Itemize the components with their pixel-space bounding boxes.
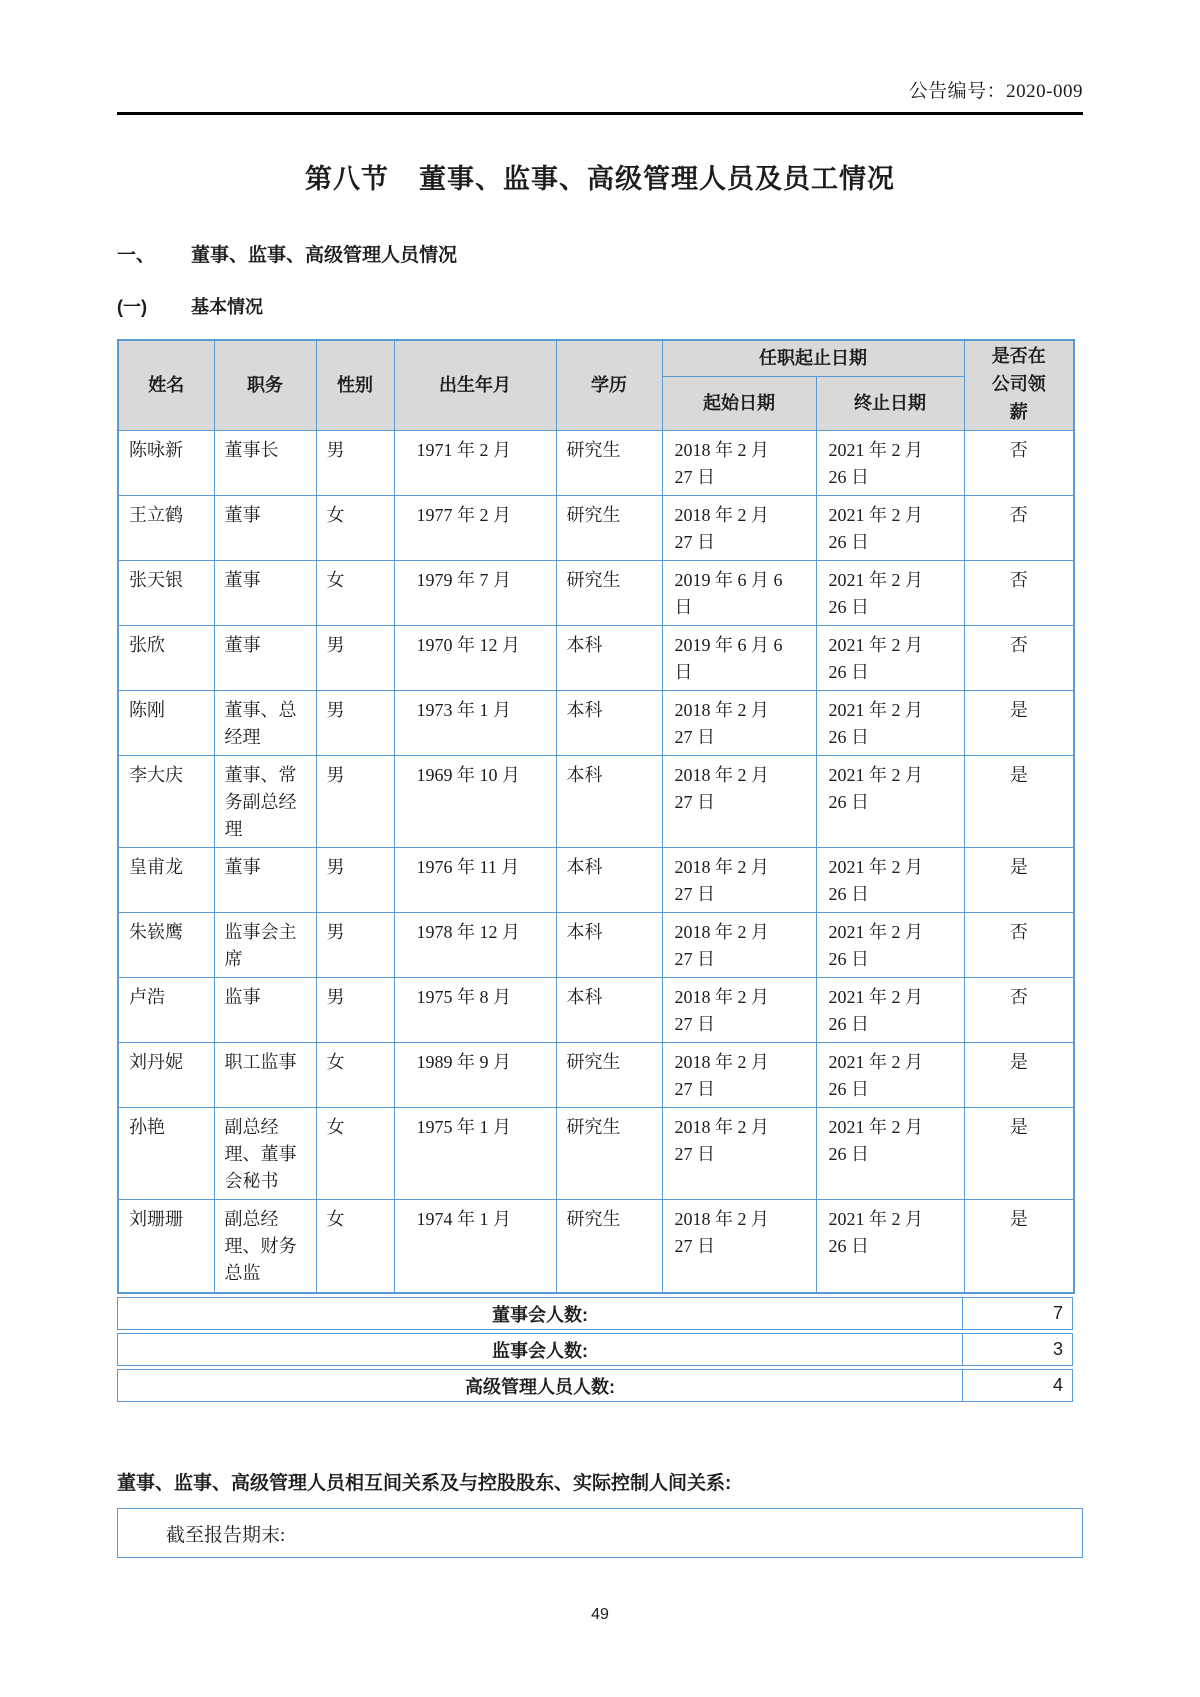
- section-heading: [117, 240, 1083, 267]
- cell-birth: 1974 年 1 月: [394, 1199, 556, 1293]
- cell-paid: 否: [964, 495, 1074, 560]
- section-label: 董事、监事、高级管理人员情况: [191, 245, 458, 266]
- cell-gender: 男: [316, 690, 394, 755]
- col-header-birth: 出生年月: [394, 340, 556, 430]
- summary-value: 4: [962, 1370, 1072, 1401]
- cell-birth: 1977 年 2 月: [394, 495, 556, 560]
- cell-name: 皇甫龙: [118, 847, 214, 912]
- cell-end: 2021 年 2 月 26 日: [816, 912, 964, 977]
- cell-position: 监事会主席: [214, 912, 316, 977]
- cell-education: 研究生: [556, 495, 662, 560]
- cell-paid: 否: [964, 625, 1074, 690]
- cell-start: 2018 年 2 月 27 日: [662, 755, 816, 847]
- cell-start: 2018 年 2 月 27 日: [662, 977, 816, 1042]
- col-header-name: 姓名: [118, 340, 214, 430]
- cell-gender: 男: [316, 977, 394, 1042]
- cell-education: 本科: [556, 625, 662, 690]
- table-row: [118, 977, 1074, 1042]
- cell-gender: 男: [316, 625, 394, 690]
- cell-start: 2018 年 2 月 27 日: [662, 690, 816, 755]
- cell-start: 2018 年 2 月 27 日: [662, 1042, 816, 1107]
- cell-birth: 1979 年 7 月: [394, 560, 556, 625]
- table-row: [118, 1107, 1074, 1199]
- cell-birth: 1976 年 11 月: [394, 847, 556, 912]
- cell-position: 董事: [214, 495, 316, 560]
- cell-education: 研究生: [556, 560, 662, 625]
- cell-end: 2021 年 2 月 26 日: [816, 430, 964, 495]
- cell-end: 2021 年 2 月 26 日: [816, 1199, 964, 1293]
- cell-birth: 1970 年 12 月: [394, 625, 556, 690]
- cell-position: 副总经理、财务总监: [214, 1199, 316, 1293]
- cell-education: 本科: [556, 755, 662, 847]
- cell-name: 刘珊珊: [118, 1199, 214, 1293]
- cell-position: 董事: [214, 625, 316, 690]
- cell-end: 2021 年 2 月 26 日: [816, 560, 964, 625]
- cell-position: 董事、常务副总经理: [214, 755, 316, 847]
- cell-gender: 男: [316, 847, 394, 912]
- summary-row-directors: [117, 1297, 1073, 1330]
- cell-position: 监事: [214, 977, 316, 1042]
- summary-label: 高级管理人员人数:: [465, 1376, 615, 1397]
- cell-gender: 女: [316, 1199, 394, 1293]
- cell-position: 董事: [214, 847, 316, 912]
- cell-position: 董事、总经理: [214, 690, 316, 755]
- cell-name: 孙艳: [118, 1107, 214, 1199]
- cell-gender: 男: [316, 430, 394, 495]
- col-header-position: 职务: [214, 340, 316, 430]
- summary-value: 3: [962, 1334, 1072, 1365]
- chapter-title: 董事、监事、高级管理人员及员工情况: [419, 164, 895, 194]
- cell-education: 研究生: [556, 1199, 662, 1293]
- cell-birth: 1978 年 12 月: [394, 912, 556, 977]
- cell-gender: 女: [316, 1042, 394, 1107]
- cell-education: 本科: [556, 912, 662, 977]
- cell-end: 2021 年 2 月 26 日: [816, 977, 964, 1042]
- cell-start: 2019 年 6 月 6 日: [662, 560, 816, 625]
- cell-position: 副总经理、董事会秘书: [214, 1107, 316, 1199]
- cell-paid: 否: [964, 912, 1074, 977]
- cell-paid: 是: [964, 847, 1074, 912]
- cell-birth: 1975 年 1 月: [394, 1107, 556, 1199]
- page-title: [117, 157, 1083, 196]
- report-period-box: [117, 1508, 1083, 1558]
- subsection-label: 基本情况: [191, 297, 263, 317]
- management-table: [117, 339, 1075, 1294]
- cell-education: 本科: [556, 847, 662, 912]
- cell-position: 董事: [214, 560, 316, 625]
- cell-name: 李大庆: [118, 755, 214, 847]
- col-header-paid: [964, 340, 1074, 430]
- col-header-education: 学历: [556, 340, 662, 430]
- summary-row-supervisors: [117, 1333, 1073, 1366]
- table-row: [118, 912, 1074, 977]
- page-number: 49: [591, 1606, 609, 1623]
- section-number: 一、: [117, 245, 156, 266]
- summary-label: 监事会人数:: [492, 1340, 588, 1361]
- cell-gender: 女: [316, 495, 394, 560]
- table-row: [118, 1199, 1074, 1293]
- cell-paid: 否: [964, 560, 1074, 625]
- cell-start: 2018 年 2 月 27 日: [662, 1199, 816, 1293]
- cell-birth: 1969 年 10 月: [394, 755, 556, 847]
- cell-end: 2021 年 2 月 26 日: [816, 755, 964, 847]
- cell-name: 王立鹤: [118, 495, 214, 560]
- cell-end: 2021 年 2 月 26 日: [816, 495, 964, 560]
- cell-gender: 女: [316, 560, 394, 625]
- summary-label: 董事会人数:: [492, 1304, 588, 1325]
- cell-paid: 否: [964, 977, 1074, 1042]
- col-header-paid-text: 是否在公司领薪: [991, 346, 1046, 423]
- table-row: [118, 847, 1074, 912]
- cell-end: 2021 年 2 月 26 日: [816, 847, 964, 912]
- table-header-row-1: [118, 340, 1074, 376]
- col-header-start: 起始日期: [662, 376, 816, 430]
- cell-name: 张欣: [118, 625, 214, 690]
- table-row: [118, 495, 1074, 560]
- relationship-heading: 董事、监事、高级管理人员相互间关系及与控股股东、实际控制人间关系:: [117, 1473, 732, 1494]
- cell-end: 2021 年 2 月 26 日: [816, 625, 964, 690]
- cell-start: 2018 年 2 月 27 日: [662, 430, 816, 495]
- cell-position: 董事长: [214, 430, 316, 495]
- cell-birth: 1971 年 2 月: [394, 430, 556, 495]
- cell-education: 本科: [556, 977, 662, 1042]
- cell-name: 刘丹妮: [118, 1042, 214, 1107]
- cell-start: 2018 年 2 月 27 日: [662, 847, 816, 912]
- cell-position: 职工监事: [214, 1042, 316, 1107]
- cell-name: 陈刚: [118, 690, 214, 755]
- cell-birth: 1989 年 9 月: [394, 1042, 556, 1107]
- cell-end: 2021 年 2 月 26 日: [816, 1107, 964, 1199]
- cell-start: 2018 年 2 月 27 日: [662, 495, 816, 560]
- col-header-end: 终止日期: [816, 376, 964, 430]
- subsection-number: (一): [117, 297, 147, 317]
- cell-gender: 女: [316, 1107, 394, 1199]
- table-row: [118, 625, 1074, 690]
- cell-education: 研究生: [556, 1107, 662, 1199]
- col-header-term: 任职起止日期: [662, 340, 964, 376]
- col-header-gender: 性别: [316, 340, 394, 430]
- cell-start: 2018 年 2 月 27 日: [662, 912, 816, 977]
- header-rule: [117, 112, 1083, 115]
- cell-paid: 是: [964, 1107, 1074, 1199]
- cell-paid: 是: [964, 1042, 1074, 1107]
- table-row: [118, 755, 1074, 847]
- report-period-text: 截至报告期末:: [166, 1524, 286, 1546]
- cell-end: 2021 年 2 月 26 日: [816, 690, 964, 755]
- cell-start: 2019 年 6 月 6 日: [662, 625, 816, 690]
- cell-start: 2018 年 2 月 27 日: [662, 1107, 816, 1199]
- subsection-heading: [117, 293, 1083, 319]
- cell-name: 陈咏新: [118, 430, 214, 495]
- cell-name: 卢浩: [118, 977, 214, 1042]
- cell-name: 朱嵚鹰: [118, 912, 214, 977]
- table-row: [118, 430, 1074, 495]
- cell-paid: 是: [964, 755, 1074, 847]
- cell-paid: 是: [964, 690, 1074, 755]
- table-row: [118, 560, 1074, 625]
- cell-birth: 1973 年 1 月: [394, 690, 556, 755]
- cell-paid: 否: [964, 430, 1074, 495]
- cell-gender: 男: [316, 912, 394, 977]
- summary-value: 7: [962, 1298, 1072, 1329]
- cell-end: 2021 年 2 月 26 日: [816, 1042, 964, 1107]
- table-row: [118, 690, 1074, 755]
- cell-name: 张天银: [118, 560, 214, 625]
- cell-education: 研究生: [556, 430, 662, 495]
- cell-education: 本科: [556, 690, 662, 755]
- notice-number: 公告编号：2020-009: [908, 81, 1083, 102]
- table-row: [118, 1042, 1074, 1107]
- chapter-number: 第八节: [305, 164, 389, 194]
- cell-paid: 是: [964, 1199, 1074, 1293]
- cell-gender: 男: [316, 755, 394, 847]
- summary-row-senior-managers: [117, 1369, 1073, 1402]
- cell-birth: 1975 年 8 月: [394, 977, 556, 1042]
- cell-education: 研究生: [556, 1042, 662, 1107]
